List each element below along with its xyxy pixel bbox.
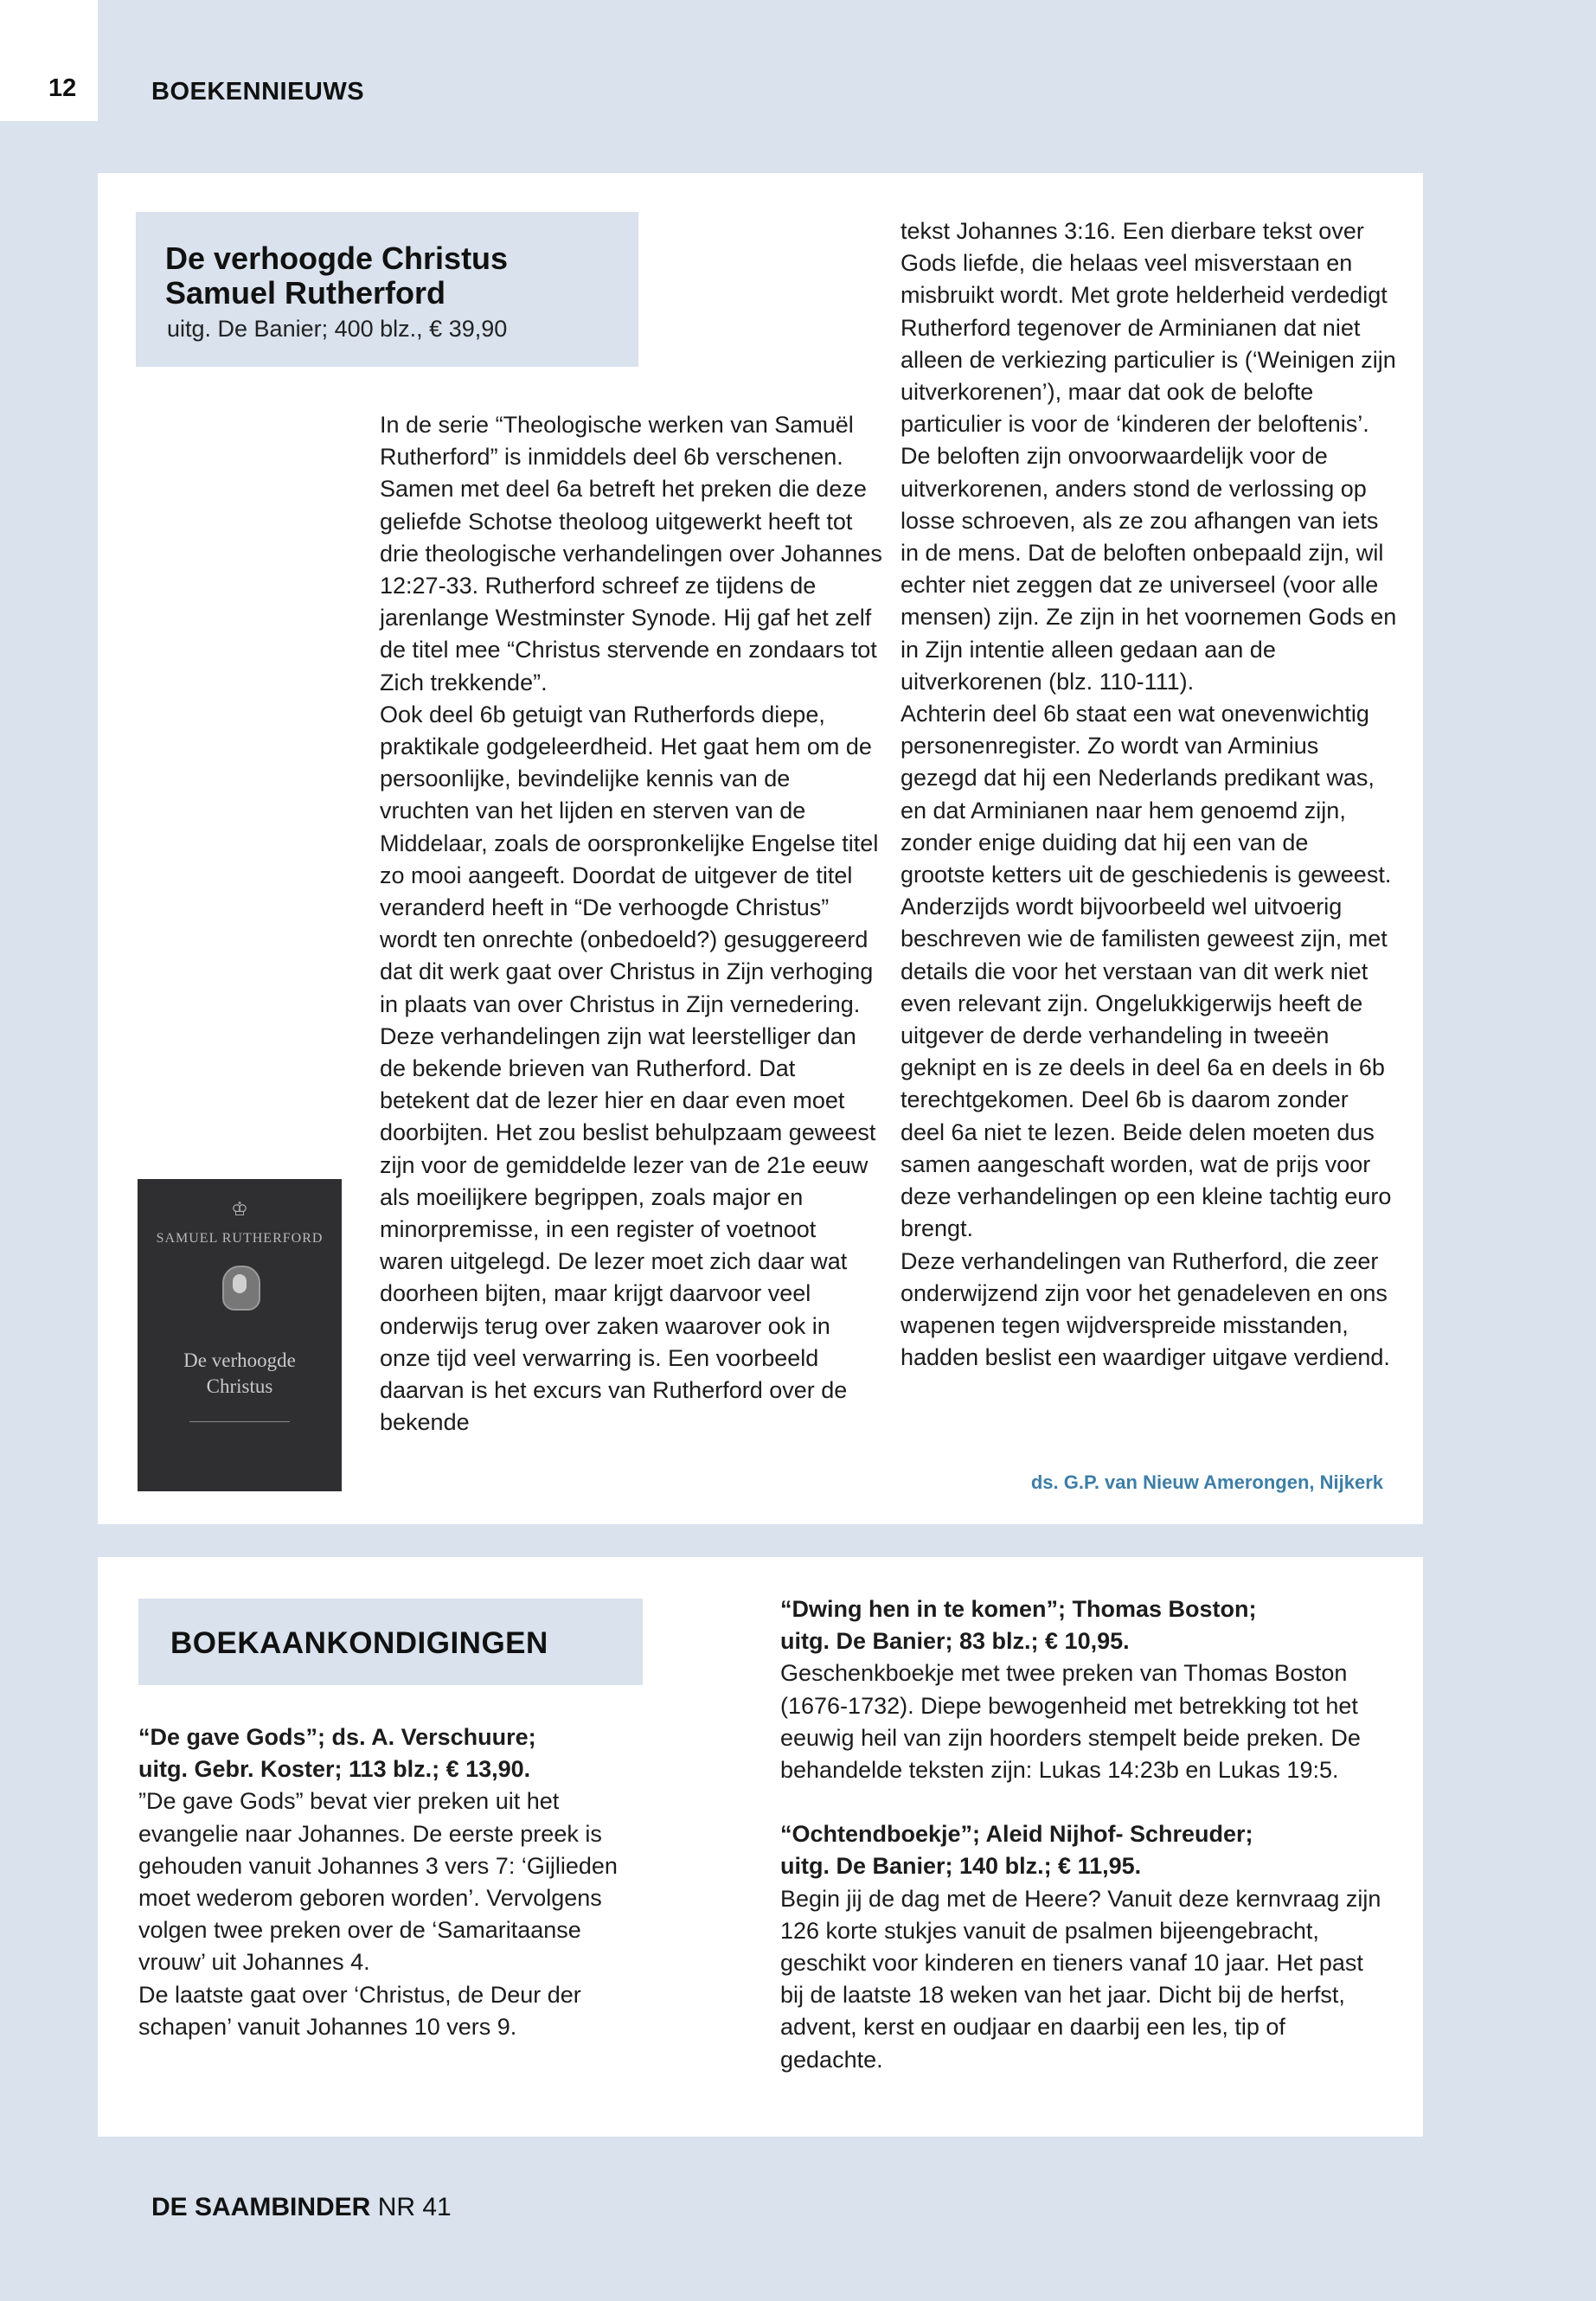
announcement-title: “De gave Gods”; ds. A. Verschuure; xyxy=(138,1724,536,1750)
review-paragraph: Achterin deel 6b staat een wat onevenwichtig personenregister. Zo wordt van Arminius gezegd dat hij een Nederlands predikant was, en dat Arminianen naar hem genoemd zijn, zonder enige duiding dat hij een van de grootste ketters uit de geschiedenis is geweest. Anderzijds wordt bijvoorbeeld wel uitvoerig beschreven wie de familisten geweest zijn, met details die voor het verstaan van dit werk niet even relevant zijn. Ongelukkigerwijs heeft de uitgever de derde verhandeling in tweeën geknipt en is ze deels in deel 6a en deels in 6b terechtgekomen. Deel 6b is daarom zonder deel 6a niet te lezen. Beide delen moeten dus samen aangeschaft worden, wat de prijs voor deze verhandelingen op een kleine tachtig euro brengt. xyxy=(901,701,1392,1242)
footer-issue: NR 41 xyxy=(377,2193,452,2221)
announcement-item xyxy=(138,1721,640,2043)
review-publication-info: uitg. De Banier; 400 blz., € 39,90 xyxy=(167,316,508,342)
announcements-heading: BOEKAANKONDIGINGEN xyxy=(170,1626,548,1660)
review-paragraph: In de serie “Theologische werken van Samuël Rutherford” is inmiddels deel 6b verschenen. Samen met deel 6a betreft het preken die deze geliefde Schotse theoloog uitgewerkt heeft tot drie theologische verhandelingen over Johannes 12:27-33. Rutherford schreef ze tijdens de jarenlange Westminster Synode. Hij gaf het zelf de titel mee “Christus stervende en zondaars tot Zich trekkende”. xyxy=(380,412,882,695)
announcement-body: De laatste gaat over ‘Christus, de Deur der schapen’ vanuit Johannes 10 vers 9. xyxy=(138,1981,581,2040)
crest-icon: ♔ xyxy=(231,1198,248,1220)
page-number: 12 xyxy=(48,74,77,102)
cover-title: De verhoogde Christus xyxy=(183,1349,296,1397)
review-column-1 xyxy=(380,409,886,1439)
review-paragraph: Deze verhandelingen zijn wat leerstelliger dan de bekende brieven van Rutherford. Dat betekent dat de lezer hier en daar even moet doorbijten. Het zou beslist behulpzaam geweest zijn voor de gemiddelde lezer van de 21e eeuw als moeilijkere begrippen, zoals major en minorpremisse, in een register of voetnoot waren uitgelegd. De lezer moet zich daar wat doorheen bijten, maar krijgt daarvoor veel onderwijs terug over zaken waarover ook in onze tijd veel verwarring is. Een voorbeeld daarvan is het excurs van Rutherford over de bekende xyxy=(380,1022,876,1436)
cover-author: SAMUEL RUTHERFORD xyxy=(156,1231,324,1246)
announcement-title: “Dwing hen in te komen”; Thomas Boston; xyxy=(780,1596,1257,1622)
page-number-box xyxy=(0,0,98,121)
footer-magazine: DE SAAMBINDER xyxy=(151,2193,371,2221)
cover-divider xyxy=(189,1421,290,1422)
review-book-title: De verhoogde Christus xyxy=(165,240,509,276)
announcement-title: “Ochtendboekje”; Aleid Nijhof- Schreuder; xyxy=(780,1821,1253,1848)
review-byline: ds. G.P. van Nieuw Amerongen, Nijkerk xyxy=(1030,1471,1383,1493)
book-cover-image xyxy=(138,1179,342,1491)
section-label: BOEKENNIEUWS xyxy=(151,78,365,106)
review-book-author: Samuel Rutherford xyxy=(165,275,446,311)
review-paragraph: tekst Johannes 3:16. Een dierbare tekst over Gods liefde, die helaas veel misverstaan en misbruikt wordt. Met grote helderheid verdedigt Rutherford tegenover de Arminianen dat niet alleen de verkiezing particulier is (‘Weinigen zijn uitverkorenen’), maar dat ook de belofte particulier is voor de ‘kinderen der beloftenis’. De beloften zijn onvoorwaardelijk voor de uitverkorenen, anders stond de verlossing op losse schroeven, als ze zou afhangen van iets in de mens. Dat de beloften onbepaald zijn, wil echter niet zeggen dat ze universeel (voor alle mensen) zijn. Ze zijn in het voornemen Gods en in Zijn intentie alleen gedaan aan de uitverkorenen (blz. 110-111). xyxy=(901,218,1397,695)
announcement-body: ”De gave Gods” bevat vier preken uit het evangelie naar Johannes. De eerste preek is gehouden vanuit Johannes 3 vers 7: ‘Gijlieden moet wederom geboren worden’. Vervolgens volgen twee preken over de ‘Samaritaanse vrouw’ uit Johannes 4. xyxy=(138,1788,618,1976)
announcement-item xyxy=(780,1593,1386,1786)
review-column-2 xyxy=(901,215,1398,1374)
announcements-column-left xyxy=(138,1721,640,2043)
portrait-face xyxy=(233,1274,247,1293)
footer xyxy=(151,2193,452,2222)
review-paragraph: Deze verhandelingen van Rutherford, die zeer onderwijzend zijn voor het genadeleven en ons wapenen tegen wijdverspreide misstanden, hadden beslist een waardiger uitgave verdiend. xyxy=(901,1247,1390,1371)
announcement-meta: uitg. De Banier; 83 blz.; € 10,95. xyxy=(780,1628,1130,1655)
review-paragraph: Ook deel 6b getuigt van Rutherfords diepe, praktikale godgeleerdheid. Het gaat hem om de persoonlijke, bevindelijke kennis van de vruchten van het lijden en sterven van de Middelaar, zoals de oorspronkelijke Engelse titel zo mooi aangeeft. Doordat de uitgever de titel veranderd heeft in “De verhoogde Christus” wordt ten onrechte (onbedoeld?) gesuggereerd dat dit werk gaat over Christus in Zijn verhoging in plaats van over Christus in Zijn vernedering. xyxy=(380,701,879,1017)
announcement-body: Begin jij de dag met de Heere? Vanuit deze kernvraag zijn 126 korte stukjes vanuit de psalmen bijeengebracht, geschikt voor kinderen en tieners vanaf 10 jaar. Het past bij de laatste 18 weken van het jaar. Dicht bij de herfst, advent, kerst en oudjaar en daarbij een les, tip of gedachte. xyxy=(780,1885,1381,2073)
announcement-meta: uitg. Gebr. Koster; 113 blz.; € 13,90. xyxy=(138,1756,531,1783)
announcement-item xyxy=(780,1818,1386,2076)
announcements-column-right xyxy=(780,1593,1386,2076)
announcement-body: Geschenkboekje met twee preken van Thomas Boston (1676-1732). Diepe bewogenheid met betrekking tot het eeuwig heil van zijn hoorders stempelt beide preken. De behandelde teksten zijn: Lukas 14:23b en Lukas 19:5. xyxy=(780,1660,1361,1784)
announcement-meta: uitg. De Banier; 140 blz.; € 11,95. xyxy=(780,1853,1142,1880)
